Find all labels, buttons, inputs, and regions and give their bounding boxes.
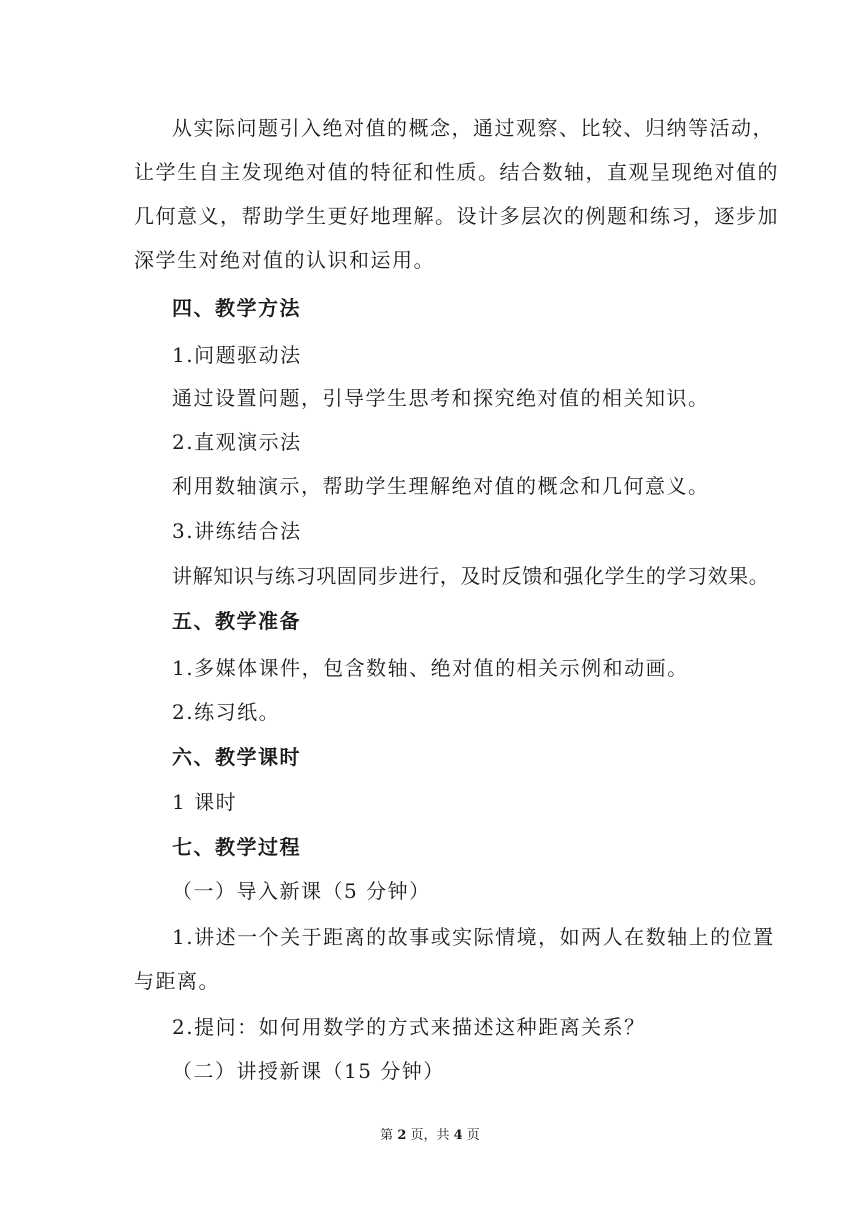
- footer-suffix: 页: [462, 1128, 480, 1143]
- footer-total-pages: 4: [453, 1128, 463, 1143]
- subsection-heading-intro-lesson: （一）导入新课（5 分钟）: [172, 879, 431, 903]
- intro-paragraph-line-4: 深学生对绝对值的认识和运用。: [134, 248, 435, 272]
- intro-lesson-item-1-line-2: 与距离。: [134, 969, 220, 993]
- section-heading-teaching-process: 七、教学过程: [172, 835, 301, 859]
- section-heading-teaching-preparation: 五、教学准备: [172, 609, 301, 633]
- intro-lesson-item-2: 2.提问：如何用数学的方式来描述这种距离关系？: [172, 1015, 646, 1039]
- page-footer: [0, 1126, 860, 1146]
- intro-paragraph-line-3: 几何意义，帮助学生更好地理解。设计多层次的例题和练习，逐步加: [134, 204, 779, 228]
- preparation-item-2: 2.练习纸。: [172, 700, 281, 724]
- subsection-heading-new-lesson: （二）讲授新课（15 分钟）: [172, 1059, 445, 1083]
- preparation-item-1: 1.多媒体课件，包含数轴、绝对值的相关示例和动画。: [172, 656, 689, 680]
- intro-paragraph-line-1: 从实际问题引入绝对值的概念，通过观察、比较、归纳等活动，: [172, 116, 774, 140]
- section-heading-teaching-hours: 六、教学课时: [172, 745, 301, 769]
- method-1-text: 通过设置问题，引导学生思考和探究绝对值的相关知识。: [172, 386, 710, 410]
- teaching-hours-text: 1 课时: [172, 790, 238, 814]
- footer-middle: 页，共: [406, 1128, 454, 1143]
- method-1-title: 1.问题驱动法: [172, 343, 302, 367]
- intro-paragraph-line-2: 让学生自主发现绝对值的特征和性质。结合数轴，直观呈现绝对值的: [134, 160, 779, 184]
- method-2-title: 2.直观演示法: [172, 430, 302, 454]
- footer-prefix: 第: [380, 1128, 398, 1143]
- method-3-title: 3.讲练结合法: [172, 519, 302, 543]
- footer-page-number: 2: [397, 1128, 407, 1143]
- intro-lesson-item-1-line-1: 1.讲述一个关于距离的故事或实际情境，如两人在数轴上的位置: [172, 925, 775, 949]
- method-3-text: 讲解知识与练习巩固同步进行，及时反馈和强化学生的学习效果。: [172, 564, 770, 588]
- method-2-text: 利用数轴演示，帮助学生理解绝对值的概念和几何意义。: [172, 474, 710, 498]
- section-heading-teaching-methods: 四、教学方法: [172, 296, 301, 320]
